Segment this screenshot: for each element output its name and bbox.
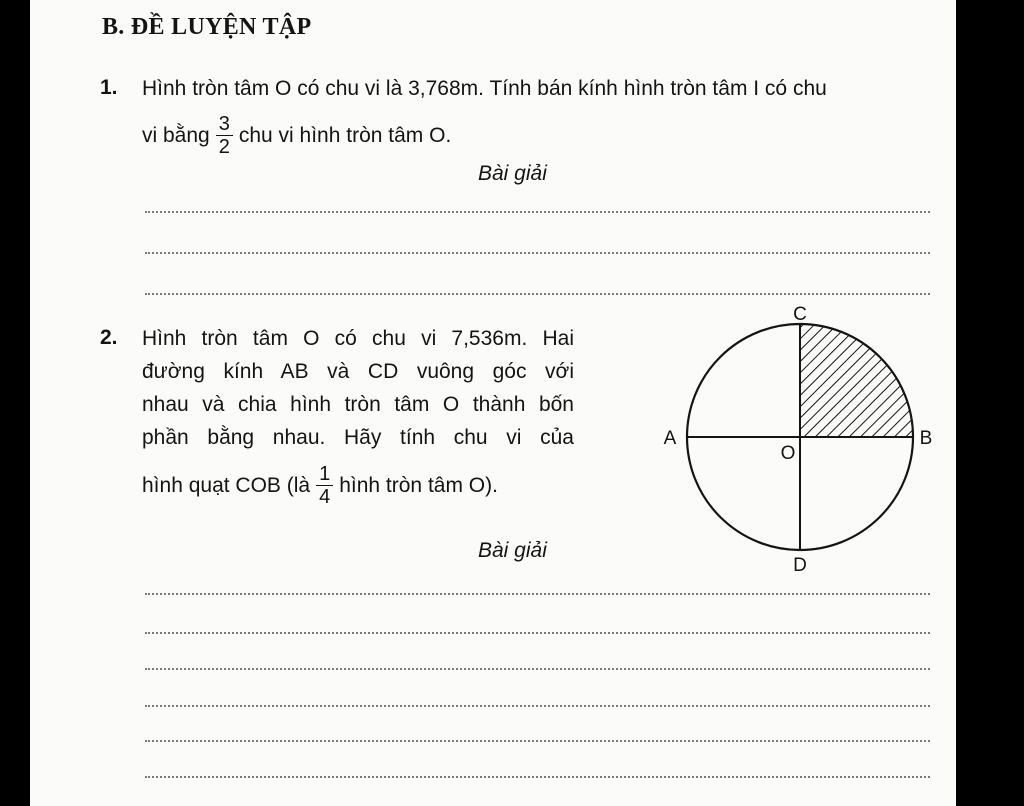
problem-1-solution-label: Bài giải [478,162,547,185]
problem-2-line-1: Hình tròn tâm O có chu vi 7,536m. Hai [142,327,574,350]
point-label-b: B [919,428,933,449]
point-label-d: D [793,555,807,576]
answer-line [145,740,930,742]
problem-2-line-3: nhau và chia hình tròn tâm O thành bốn [142,393,574,416]
shaded-sector-cob [800,324,913,437]
answer-line [145,668,930,670]
problem-2-fraction [316,464,333,507]
section-heading: B. ĐỀ LUYỆN TẬP [102,14,312,40]
point-label-c: C [793,304,807,325]
problem-1-text-after-fraction: chu vi hình tròn tâm O. [238,124,452,147]
answer-line [145,211,930,213]
fraction-numerator: 3 [216,114,233,136]
point-label-a: A [663,428,677,449]
point-label-o: O [780,443,796,464]
answer-line [145,593,930,595]
fraction-numerator: 1 [316,464,333,486]
problem-1-text-before-fraction: vi bằng [142,124,210,147]
fraction-denominator: 4 [319,486,331,508]
problem-2-number: 2. [100,326,118,349]
problem-1-line-2 [142,114,451,157]
answer-line [145,252,930,254]
problem-2-line-2: đường kính AB và CD vuông góc với [142,360,574,383]
problem-1-number: 1. [100,76,118,99]
answer-line [145,632,930,634]
problem-2-line-5 [142,464,498,507]
answer-line [145,705,930,707]
fraction-denominator: 2 [218,136,230,158]
answer-line [145,776,930,778]
circle-figure [650,296,950,586]
problem-2-text-after-fraction: hình tròn tâm O). [339,474,498,497]
problem-1-line-1: Hình tròn tâm O có chu vi là 3,768m. Tính bán kính hình tròn tâm I có chu [142,77,827,100]
problem-2-text-before-fraction: hình quạt COB (là [142,474,311,497]
problem-2-line-4: phần bằng nhau. Hãy tính chu vi của [142,426,574,449]
worksheet-page [30,0,956,806]
problem-1-fraction [216,114,233,157]
problem-2-solution-label: Bài giải [478,539,547,562]
answer-line [145,293,930,295]
